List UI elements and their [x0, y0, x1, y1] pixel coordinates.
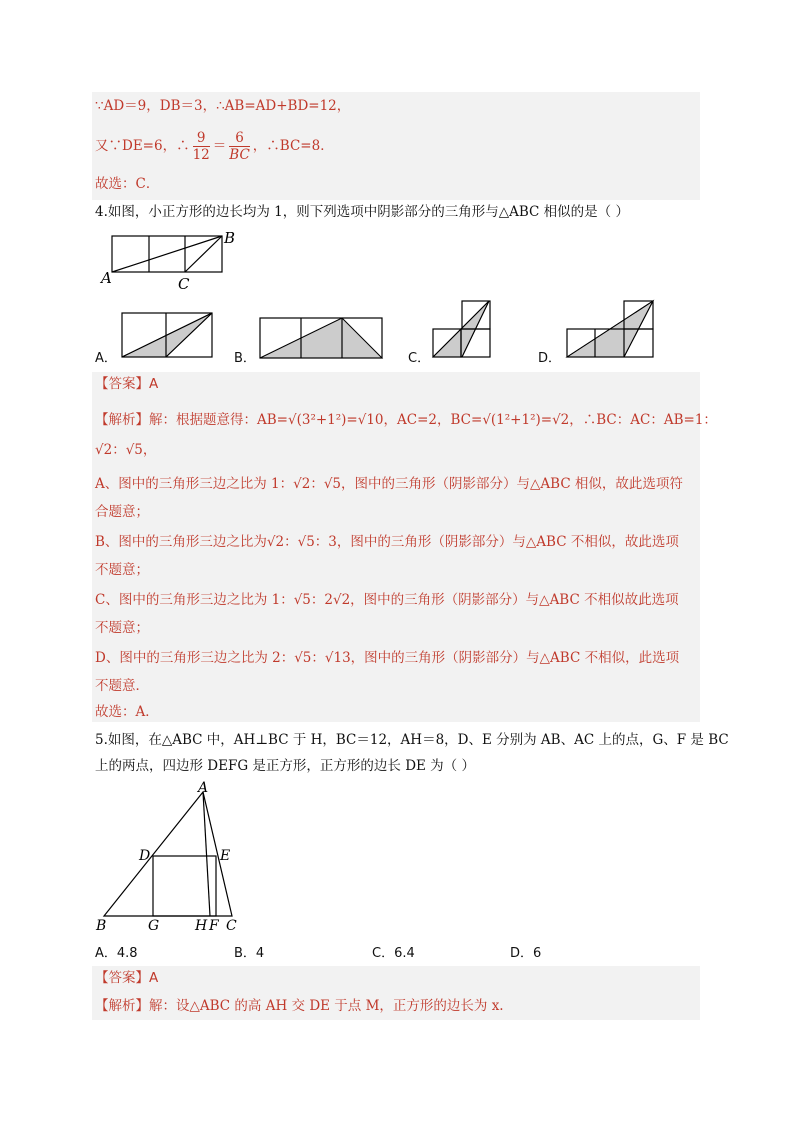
q4-option-a-label: A． — [95, 351, 117, 366]
q4-option-c-label: C． — [408, 351, 431, 366]
q4-option-a-analysis-1: A、图中的三角形三边之比为 1：√2：√5，图中的三角形（阴影部分）与△ABC 相似，故此选项符 — [95, 476, 683, 492]
q5-label-b: B — [96, 918, 107, 934]
q4-option-c-analysis-2: 不题意； — [95, 620, 149, 636]
q5-label-a: A — [198, 780, 209, 796]
q4-stem: 4.如图，小正方形的边长均为 1，则下列选项中阴影部分的三角形与△ABC 相似的是（ ） — [95, 204, 629, 220]
q5-label-c: C — [226, 918, 237, 934]
q5-analysis: 【解析】解：设△ABC 的高 AH 交 DE 于点 M，正方形的边长为 x. — [95, 998, 504, 1014]
q5-label-g: G — [148, 918, 160, 934]
q5-choice-b: B．4 — [234, 946, 265, 961]
q4-option-d-label: D． — [538, 351, 562, 366]
q3-line1: ∵AD＝9，DB＝3，∴AB=AD+BD=12， — [95, 98, 351, 114]
q5-label-d: D — [139, 848, 151, 864]
q5-answer: 【答案】A — [95, 970, 159, 986]
label-c: C — [178, 275, 190, 293]
label-b: B — [224, 229, 236, 247]
q3-line2: 又∵DE=6，∴ $\frac{9}{12}$ ＝ $\frac{6}{BC}$ ，∴BC=8． — [95, 129, 334, 163]
q4-option-b-analysis-2: 不题意； — [95, 562, 149, 578]
fraction-6-bc: $\frac{6}{BC}$ — [229, 129, 250, 163]
q5-stem-line2: 上的两点，四边形 DEFG 是正方形，正方形的边长 DE 为（ ） — [95, 758, 475, 774]
q5-choice-a: A．4.8 — [95, 946, 138, 961]
q4-option-b-figure — [258, 316, 386, 362]
q5-label-h: H — [195, 918, 208, 934]
q4-abc-figure — [95, 228, 245, 294]
q4-choose: 故选：A． — [95, 704, 159, 720]
q5-choice-d: D．6 — [510, 946, 542, 961]
q4-answer: 【答案】A — [95, 376, 159, 392]
q5-stem-line1: 5.如图，在△ABC 中，AH⊥BC 于 H，BC＝12，AH＝8，D、E 分别为 AB、AC 上的点，G、F 是 BC — [95, 732, 729, 748]
q5-triangle-figure — [92, 780, 252, 936]
q4-option-a-figure — [120, 311, 216, 361]
q4-option-c-figure — [430, 298, 494, 360]
label-a: A — [101, 269, 112, 287]
q3-choose: 故选：C． — [95, 176, 160, 192]
q4-option-d-figure — [564, 298, 656, 360]
q4-option-b-analysis-1: B、图中的三角形三边之比为√2：√5：3，图中的三角形（阴影部分）与△ABC 不相似，故此选项 — [95, 534, 679, 550]
q4-option-d-analysis-1: D、图中的三角形三边之比为 2：√5：√13，图中的三角形（阴影部分）与△ABC 不相似，此选项 — [95, 650, 680, 666]
q4-option-b-label: B． — [234, 351, 256, 366]
q4-option-a-analysis-2: 合题意； — [95, 504, 149, 520]
q5-label-f: F — [209, 918, 219, 934]
q5-label-e: E — [220, 848, 231, 864]
q4-option-c-analysis-1: C、图中的三角形三边之比为 1：√5：2√2，图中的三角形（阴影部分）与△ABC 不相似故此选项 — [95, 592, 679, 608]
q5-choice-c: C．6.4 — [372, 946, 415, 961]
q4-analysis-line2: √2：√5， — [95, 442, 157, 458]
fraction-9-12: $\frac{9}{12}$ — [192, 129, 210, 163]
q4-option-d-analysis-2: 不题意． — [95, 678, 149, 694]
q4-analysis-line1: 【解析】解：根据题意得：AB=√(3²+1²)=√10，AC=2，BC=√(1²+1²)=√2，∴BC：AC：AB=1： — [95, 412, 717, 428]
